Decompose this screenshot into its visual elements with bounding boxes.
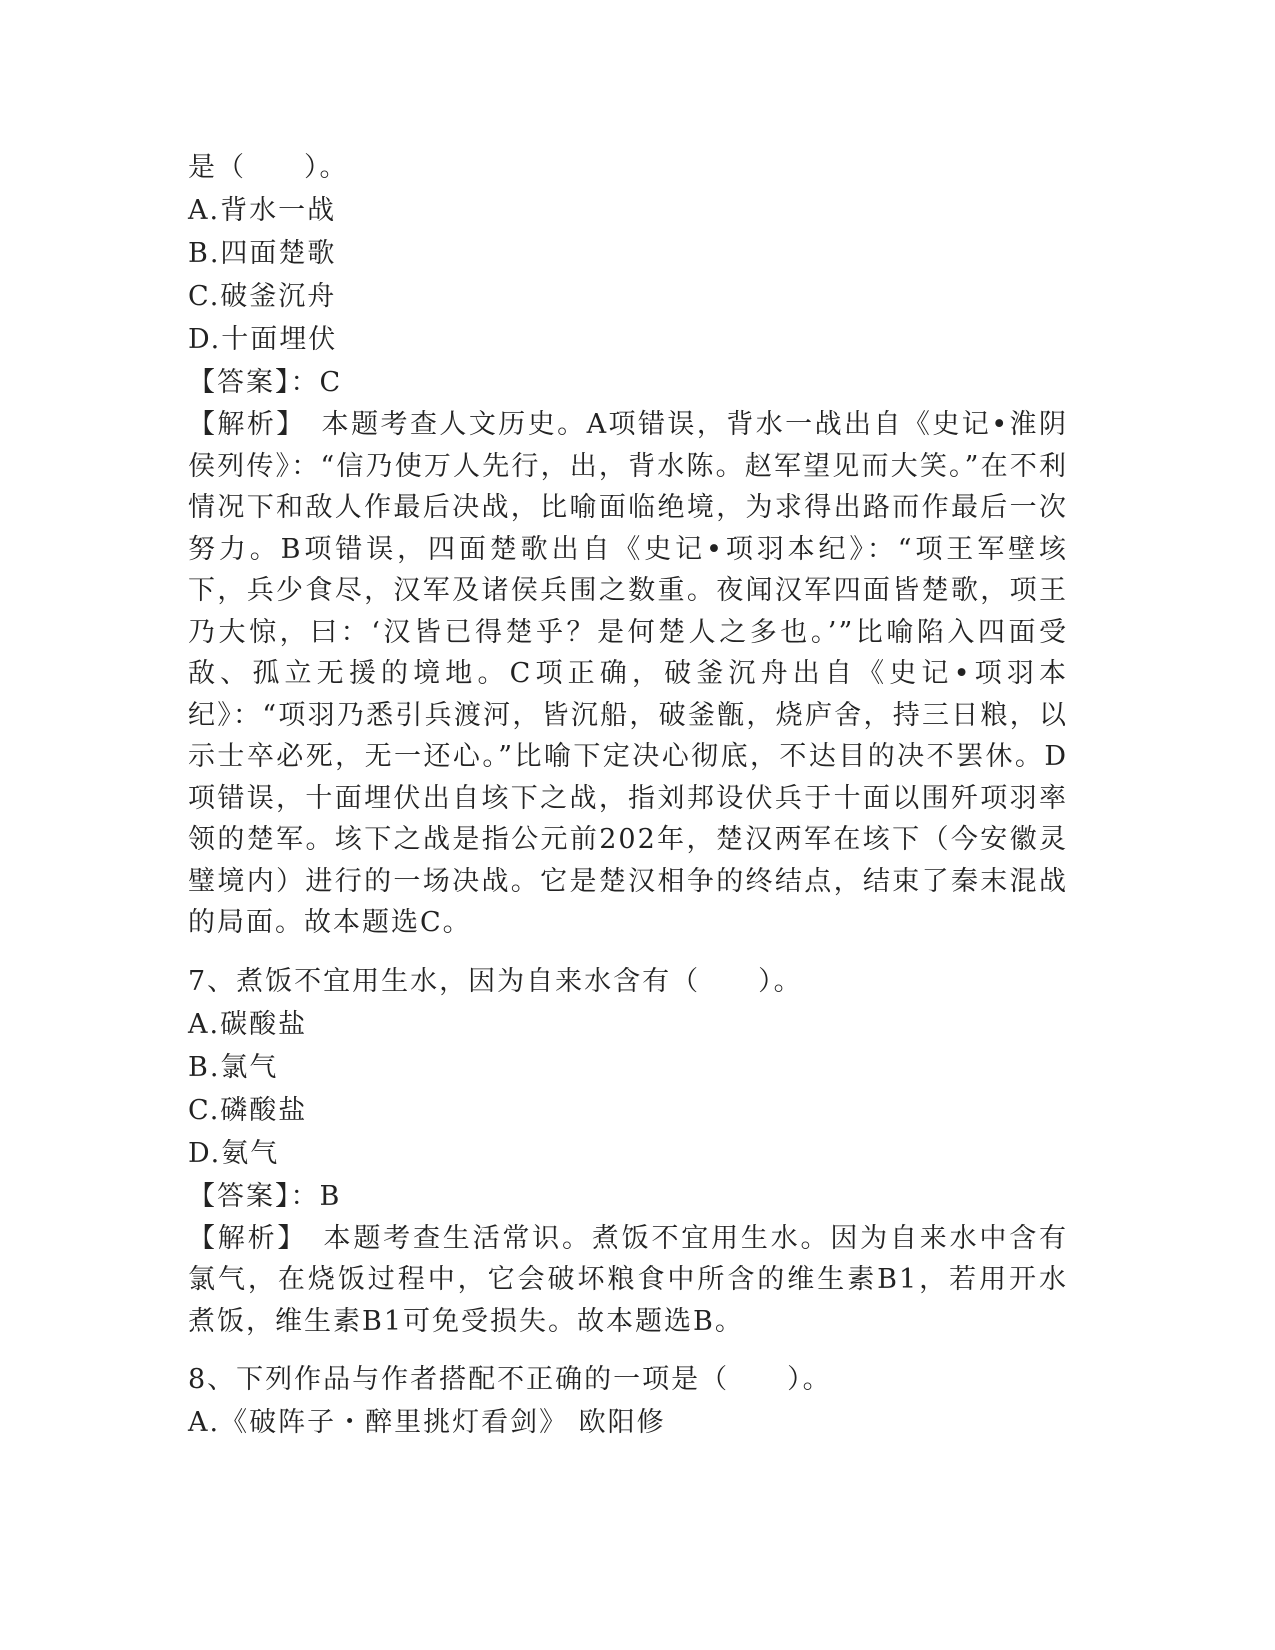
- question-7-stem: 7、煮饭不宜用生水，因为自来水含有（ ）。: [188, 965, 803, 997]
- question-8-stem: 8、下列作品与作者搭配不正确的一项是（ ）。: [188, 1364, 832, 1395]
- answer-line: 【答案】：C: [188, 367, 343, 398]
- option-c: C.磷酸盐: [188, 1094, 308, 1126]
- option-d: D.十面埋伏: [188, 324, 338, 355]
- analysis-label: 【解析】: [188, 409, 293, 440]
- option-a: A.《破阵子・醉里挑灯看剑》 欧阳修: [188, 1407, 666, 1438]
- option-d: D.氨气: [188, 1137, 280, 1169]
- analysis-text: 本题考查生活常识。煮饭不宜用生水。因为自来水中含有氯气，在烧饭过程中，它会破坏粮食中所含的维生素B1，若用开水煮饭，维生素B1可免受损失。故本题选B。: [188, 1222, 1069, 1337]
- option-b: B.四面楚歌: [188, 238, 337, 269]
- analysis-text: 本题考查人文历史。A项错误，背水一战出自《史记•淮阴侯列传》：“信乃使万人先行，出，背水陈。赵军望见而大笑。”在不利情况下和敌人作最后决战，比喻面临绝境，为求得出路而作最后一次努力。B项错误，四面楚歌出自《史记•项羽本纪》：“项王军壁垓下，兵少食尽，汉军及诸侯兵围之数重。夜闻汉军四面皆楚歌，项王乃大惊，曰：‘汉皆已得楚乎？是何楚人之多也。’”比喻陷入四面受敌、孤立无援的境地。C项正确，破釜沉舟出自《史记•项羽本纪》：“项羽乃悉引兵渡河，皆沉船，破釜甑，烧庐舍，持三日粮，以示士卒必死，无一还心。”比喻下定决心彻底，不达目的决不罢休。D项错误，十面埋伏出自垓下之战，指刘邦设伏兵于十面以围歼项羽率领的楚军。垓下之战是指公元前202年，楚汉两军在垓下（今安徽灵璧境内）进行的一场决战。它是楚汉相争的终结点，结束了秦末混战的局面。故本题选C。: [188, 409, 1068, 938]
- option-a: A.碳酸盐: [188, 1008, 308, 1040]
- analysis-paragraph: [188, 1218, 1068, 1343]
- question-6-stem-tail: 是（ ）。: [188, 152, 349, 183]
- option-b: B.氯气: [188, 1051, 279, 1083]
- option-a: A.背水一战: [188, 195, 337, 226]
- analysis-paragraph: [188, 404, 1068, 944]
- document-content: [188, 146, 1068, 1444]
- analysis-label: 【解析】: [188, 1222, 294, 1254]
- answer-line: 【答案】：B: [188, 1180, 342, 1212]
- option-c: C.破釜沉舟: [188, 281, 337, 312]
